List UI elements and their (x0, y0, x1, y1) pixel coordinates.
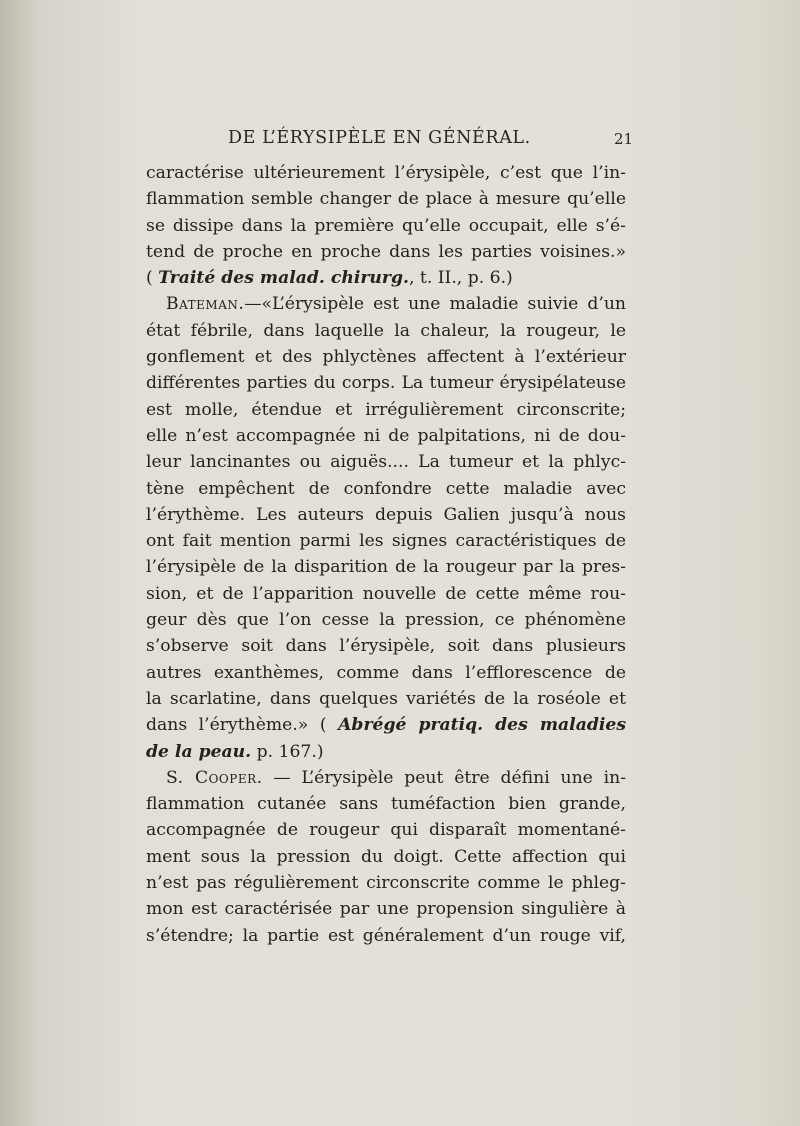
citation-rest: , t. II., p. 6.) (408, 268, 513, 289)
citation-line (146, 265, 626, 291)
text-line: tène empêchent de confondre cette maladie avec (146, 478, 626, 499)
text-line: caractérise ultérieurement l’érysipèle, c’est que l’in- (146, 163, 626, 183)
text-line: sion, et de l’apparition nouvelle de cette même rou- (146, 583, 626, 604)
text-line: se dissipe dans la première qu’elle occupait, elle s’é- (146, 215, 626, 236)
text-line: elle n’est accompagnée ni de palpitations, ni de dou- (146, 425, 626, 446)
author-name: Bateman. (166, 294, 245, 315)
running-title: DE L’ÉRYSIPÈLE EN GÉNÉRAL. (228, 128, 531, 148)
body-text (146, 160, 626, 949)
text-line: la scarlatine, dans quelques variétés de la roséole et (146, 688, 626, 709)
text-line: s’étendre; la partie est généralement d’un rouge vif, (146, 925, 626, 946)
text-line: s’observe soit dans l’érysipèle, soit dans plusieurs (146, 636, 626, 657)
text-segment: —«L’érysipèle est une maladie suivie d’un (244, 294, 626, 315)
text-line: accompagnée de rougeur qui disparaît momentané- (146, 820, 626, 841)
text-line: état fébrile, dans laquelle la chaleur, la rougeur, le (146, 320, 626, 341)
text-line: tend de proche en proche dans les parties voisines.» (146, 241, 626, 262)
citation-rest: p. 167.) (251, 741, 324, 762)
text-line: flammation semble changer de place à mesure qu’elle (146, 189, 626, 210)
citation-line (146, 712, 626, 738)
text-line: flammation cutanée sans tuméfaction bien grande, (146, 794, 626, 815)
text-line: geur dès que l’on cesse la pression, ce phénomène (146, 610, 626, 631)
text-line: différentes parties du corps. La tumeur érysipélateuse (146, 373, 626, 394)
citation-open: ( (146, 268, 159, 289)
author-name: S. Cooper. (166, 767, 263, 788)
citation-title: de la peau. (146, 741, 252, 762)
author-line (146, 765, 626, 791)
text-line: est molle, étendue et irrégulièrement circonscrite; (146, 399, 626, 420)
text-segment: — L’érysipèle peut être défini une in- (262, 767, 627, 788)
text-line: n’est pas régulièrement circonscrite comme le phleg- (146, 873, 626, 894)
text-line: ment sous la pression du doigt. Cette affection qui (146, 846, 626, 867)
text-line: autres exanthèmes, comme dans l’efflorescence de (146, 662, 626, 683)
text-line: ont fait mention parmi les signes caractéristiques de (146, 531, 626, 552)
page-header (228, 128, 634, 158)
text-segment: dans l’érythème.» ( (146, 715, 339, 736)
text-line: mon est caractérisée par une propension singulière à (146, 899, 626, 920)
text-line: l’érythème. Les auteurs depuis Galien jusqu’à nous (146, 504, 626, 525)
citation-title: Abrégé pratiq. des maladies (338, 715, 626, 736)
text-line: l’érysipèle de la disparition de la rougeur par la pres- (146, 557, 626, 578)
citation-title: Traité des malad. chirurg. (158, 268, 409, 289)
text-line: leur lancinantes ou aiguës.... La tumeur et la phlyc- (146, 452, 626, 473)
citation-line (146, 739, 626, 765)
text-line: gonflement et des phlyctènes affectent à l’extérieur (146, 347, 626, 368)
page-number: 21 (614, 130, 634, 148)
author-line (146, 291, 626, 317)
